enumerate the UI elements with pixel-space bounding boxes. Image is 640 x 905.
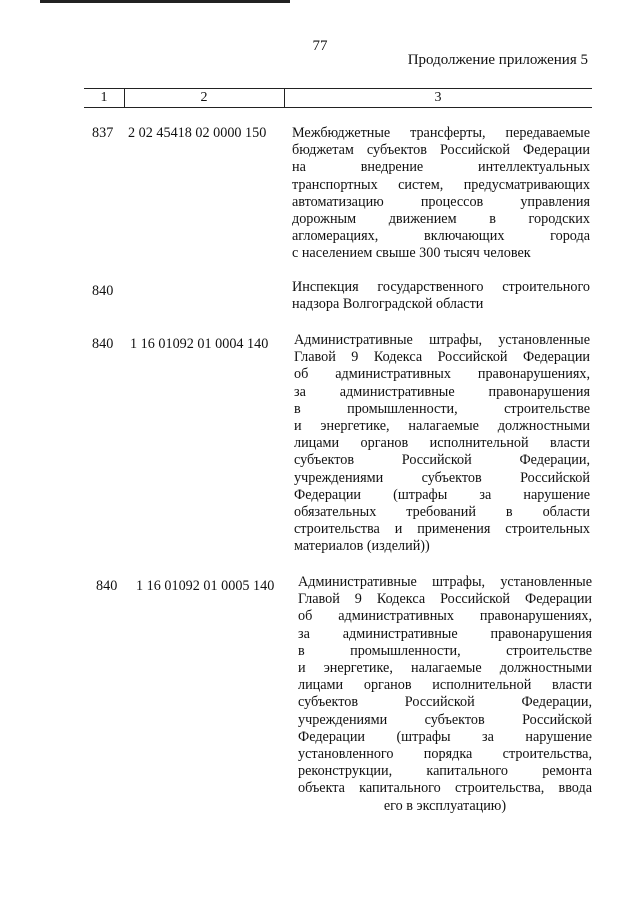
- description-line: установленного порядка строительства,: [298, 746, 592, 763]
- description-line: транспортных систем, предусматривающих: [292, 176, 590, 193]
- description-line: обязательных требований в области: [294, 504, 590, 521]
- header-top-border: [84, 88, 592, 89]
- description-line: субъектов Российской Федерации,: [298, 694, 592, 711]
- row-kbk: 1 16 01092 01 0004 140: [130, 336, 269, 352]
- row-description: [292, 279, 590, 313]
- row-code: 840: [92, 283, 114, 299]
- description-line: за административные правонарушения: [294, 383, 590, 400]
- description-line: Главой 9 Кодекса Российской Федерации: [294, 349, 590, 366]
- description-line: об административных правонарушениях,: [294, 366, 590, 383]
- description-line: строительства и применения строительных: [294, 521, 590, 538]
- description-line: объекта капитального строительства, ввода: [298, 780, 592, 797]
- continuation-caption: Продолжение приложения 5: [407, 52, 588, 68]
- description-line: материалов (изделий)): [294, 538, 430, 555]
- description-line: учреждениями субъектов Российской: [298, 711, 592, 728]
- description-line: субъектов Российской Федерации,: [294, 452, 590, 469]
- description-line: в промышленности, строительстве: [298, 642, 592, 659]
- description-line: на внедрение интеллектуальных: [292, 159, 590, 176]
- page-number: 77: [312, 38, 328, 54]
- row-description: [294, 332, 590, 556]
- description-line: Федерации (штрафы за нарушение: [294, 486, 590, 503]
- description-line: с населением свыше 300 тысяч человек: [292, 245, 531, 262]
- table-header: [84, 88, 592, 108]
- row-code: 840: [96, 578, 118, 594]
- description-line: Инспекция государственного строительного: [292, 279, 590, 295]
- description-line: агломерациях, включающих города: [292, 228, 590, 245]
- description-line: Федерации (штрафы за нарушение: [298, 728, 592, 745]
- description-line: его в эксплуатацию): [383, 797, 507, 814]
- row-code: 837: [92, 125, 114, 141]
- header-bottom-border: [84, 107, 592, 108]
- description-line: надзора Волгоградской области: [292, 296, 484, 313]
- header-col-1: 1: [100, 90, 108, 105]
- description-line: Главой 9 Кодекса Российской Федерации: [298, 591, 592, 608]
- description-line: Административные штрафы, установленные: [298, 574, 592, 590]
- description-line: дорожным движением в городских: [292, 211, 590, 228]
- header-col-2: 2: [200, 90, 208, 105]
- description-line: Межбюджетные трансферты, передаваемые: [292, 125, 590, 141]
- top-rule: [40, 0, 290, 3]
- description-line: за административные правонарушения: [298, 625, 592, 642]
- row-description: [292, 125, 590, 263]
- description-line: об административных правонарушениях,: [298, 608, 592, 625]
- description-line: бюджетам субъектов Российской Федерации: [292, 142, 590, 159]
- description-line: Административные штрафы, установленные: [294, 332, 590, 348]
- description-line: автоматизацию процессов управления: [292, 193, 590, 210]
- row-kbk: 1 16 01092 01 0005 140: [136, 578, 275, 594]
- description-line: в промышленности, строительстве: [294, 400, 590, 417]
- row-code: 840: [92, 336, 114, 352]
- row-description: [298, 574, 592, 815]
- description-line: реконструкции, капитального ремонта: [298, 763, 592, 780]
- description-line: учреждениями субъектов Российской: [294, 469, 590, 486]
- row-kbk: 2 02 45418 02 0000 150: [128, 125, 267, 141]
- description-line: лицами органов исполнительной власти: [298, 677, 592, 694]
- description-line: лицами органов исполнительной власти: [294, 435, 590, 452]
- header-col-3: 3: [434, 90, 442, 105]
- description-line: и энергетике, налагаемые должностными: [298, 660, 592, 677]
- description-line: и энергетике, налагаемые должностными: [294, 418, 590, 435]
